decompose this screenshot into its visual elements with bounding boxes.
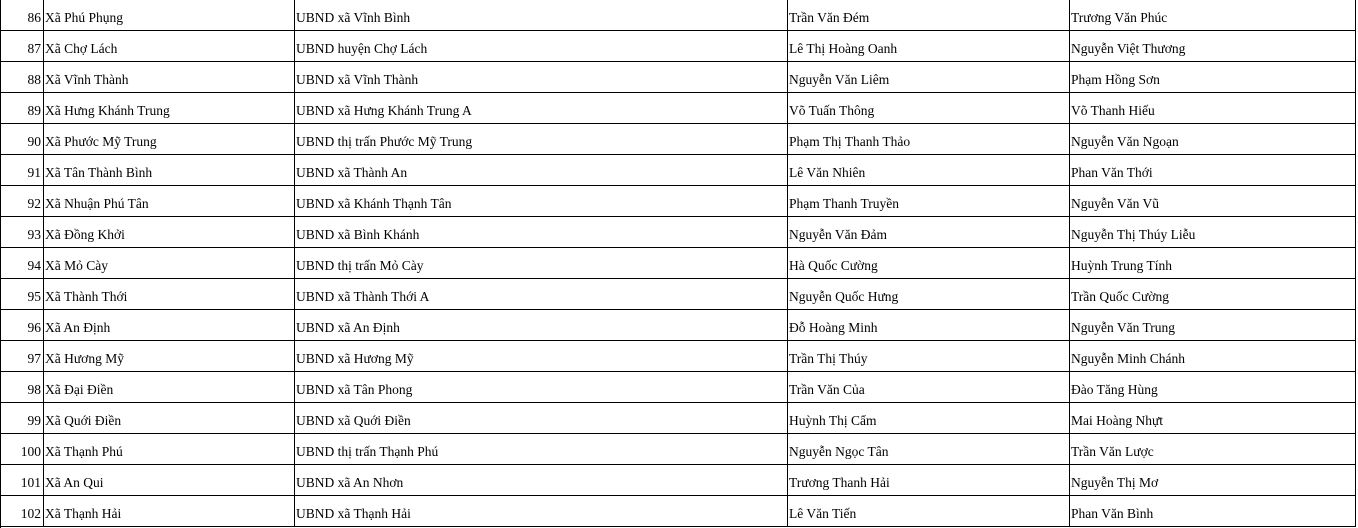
commune-name-cell[interactable]: Xã Vĩnh Thành [44,62,295,93]
unit-cell[interactable]: UBND xã Hưng Khánh Trung A [295,93,788,124]
table-row [0,403,1358,434]
person-1-cell[interactable]: Phạm Thị Thanh Thảo [788,124,1070,155]
person-1-cell[interactable]: Huỳnh Thị Cẩm [788,403,1070,434]
row-number-cell[interactable]: 99 [0,403,44,434]
row-number-cell[interactable]: 88 [0,62,44,93]
unit-cell[interactable]: UBND xã Thành Thới A [295,279,788,310]
commune-name-cell[interactable]: Xã Tân Thành Bình [44,155,295,186]
row-number-cell[interactable]: 96 [0,310,44,341]
person-1-cell[interactable]: Phạm Thanh Truyền [788,186,1070,217]
table-row [0,341,1358,372]
table-row [0,496,1358,527]
person-1-cell[interactable]: Nguyễn Ngọc Tân [788,434,1070,465]
person-1-cell[interactable]: Lê Thị Hoàng Oanh [788,31,1070,62]
unit-cell[interactable]: UBND xã Hương Mỹ [295,341,788,372]
table-row [0,186,1358,217]
person-1-cell[interactable]: Nguyễn Văn Đảm [788,217,1070,248]
row-number-cell[interactable]: 102 [0,496,44,527]
unit-cell[interactable]: UBND xã Bình Khánh [295,217,788,248]
person-2-cell[interactable]: Nguyễn Thị Thúy Liễu [1070,217,1356,248]
commune-name-cell[interactable]: Xã Hương Mỹ [44,341,295,372]
row-number-cell[interactable]: 97 [0,341,44,372]
row-number-cell[interactable]: 87 [0,31,44,62]
person-2-cell[interactable]: Đào Tăng Hùng [1070,372,1356,403]
person-2-cell[interactable]: Trần Quốc Cường [1070,279,1356,310]
table-row [0,279,1358,310]
table-row [0,93,1358,124]
person-1-cell[interactable]: Trương Thanh Hải [788,465,1070,496]
commune-name-cell[interactable]: Xã Phú Phụng [44,0,295,31]
commune-name-cell[interactable]: Xã Mỏ Cày [44,248,295,279]
commune-name-cell[interactable]: Xã Thạnh Hải [44,496,295,527]
commune-name-cell[interactable]: Xã Quới Điền [44,403,295,434]
table-row [0,0,1358,31]
unit-cell[interactable]: UBND thị trấn Thạnh Phú [295,434,788,465]
table-row [0,248,1358,279]
person-1-cell[interactable]: Nguyễn Quốc Hưng [788,279,1070,310]
row-number-cell[interactable]: 86 [0,0,44,31]
person-2-cell[interactable]: Mai Hoàng Nhựt [1070,403,1356,434]
person-1-cell[interactable]: Trần Văn Đém [788,0,1070,31]
commune-name-cell[interactable]: Xã Thành Thới [44,279,295,310]
unit-cell[interactable]: UBND xã An Định [295,310,788,341]
unit-cell[interactable]: UBND xã Khánh Thạnh Tân [295,186,788,217]
unit-cell[interactable]: UBND xã An Nhơn [295,465,788,496]
table-row [0,310,1358,341]
table-row [0,155,1358,186]
row-number-cell[interactable]: 101 [0,465,44,496]
commune-name-cell[interactable]: Xã An Định [44,310,295,341]
person-2-cell[interactable]: Phạm Hồng Sơn [1070,62,1356,93]
row-number-cell[interactable]: 92 [0,186,44,217]
unit-cell[interactable]: UBND xã Vĩnh Thành [295,62,788,93]
person-1-cell[interactable]: Hà Quốc Cường [788,248,1070,279]
row-number-cell[interactable]: 98 [0,372,44,403]
person-2-cell[interactable]: Nguyễn Văn Vũ [1070,186,1356,217]
person-1-cell[interactable]: Nguyễn Văn Liêm [788,62,1070,93]
unit-cell[interactable]: UBND thị trấn Phước Mỹ Trung [295,124,788,155]
commune-name-cell[interactable]: Xã Phước Mỹ Trung [44,124,295,155]
person-2-cell[interactable]: Nguyễn Văn Trung [1070,310,1356,341]
commune-name-cell[interactable]: Xã Nhuận Phú Tân [44,186,295,217]
row-number-cell[interactable]: 95 [0,279,44,310]
person-1-cell[interactable]: Lê Văn Nhiên [788,155,1070,186]
commune-name-cell[interactable]: Xã Hưng Khánh Trung [44,93,295,124]
unit-cell[interactable]: UBND xã Thạnh Hải [295,496,788,527]
person-1-cell[interactable]: Võ Tuấn Thông [788,93,1070,124]
table-row [0,62,1358,93]
table-row [0,372,1358,403]
commune-name-cell[interactable]: Xã Chợ Lách [44,31,295,62]
person-2-cell[interactable]: Nguyễn Văn Ngoạn [1070,124,1356,155]
table-row [0,434,1358,465]
person-2-cell[interactable]: Nguyễn Thị Mơ [1070,465,1356,496]
person-2-cell[interactable]: Nguyễn Việt Thương [1070,31,1356,62]
table-row [0,31,1358,62]
row-number-cell[interactable]: 89 [0,93,44,124]
person-1-cell[interactable]: Trần Thị Thúy [788,341,1070,372]
person-1-cell[interactable]: Đỗ Hoàng Minh [788,310,1070,341]
commune-name-cell[interactable]: Xã Đại Điền [44,372,295,403]
person-1-cell[interactable]: Trần Văn Của [788,372,1070,403]
table-row [0,217,1358,248]
unit-cell[interactable]: UBND xã Thành An [295,155,788,186]
person-2-cell[interactable]: Võ Thanh Hiếu [1070,93,1356,124]
table-row [0,465,1358,496]
commune-name-cell[interactable]: Xã Đồng Khởi [44,217,295,248]
row-number-cell[interactable]: 94 [0,248,44,279]
unit-cell[interactable]: UBND xã Vĩnh Bình [295,0,788,31]
person-2-cell[interactable]: Trần Văn Lược [1070,434,1356,465]
row-number-cell[interactable]: 90 [0,124,44,155]
person-2-cell[interactable]: Phan Văn Bình [1070,496,1356,527]
person-2-cell[interactable]: Nguyễn Minh Chánh [1070,341,1356,372]
unit-cell[interactable]: UBND xã Quới Điền [295,403,788,434]
unit-cell[interactable]: UBND thị trấn Mỏ Cày [295,248,788,279]
person-2-cell[interactable]: Huỳnh Trung Tính [1070,248,1356,279]
unit-cell[interactable]: UBND huyện Chợ Lách [295,31,788,62]
row-number-cell[interactable]: 91 [0,155,44,186]
unit-cell[interactable]: UBND xã Tân Phong [295,372,788,403]
person-2-cell[interactable]: Trương Văn Phúc [1070,0,1356,31]
row-number-cell[interactable]: 100 [0,434,44,465]
person-2-cell[interactable]: Phan Văn Thới [1070,155,1356,186]
commune-name-cell[interactable]: Xã Thạnh Phú [44,434,295,465]
commune-name-cell[interactable]: Xã An Qui [44,465,295,496]
person-1-cell[interactable]: Lê Văn Tiến [788,496,1070,527]
table-row [0,124,1358,155]
row-number-cell[interactable]: 93 [0,217,44,248]
